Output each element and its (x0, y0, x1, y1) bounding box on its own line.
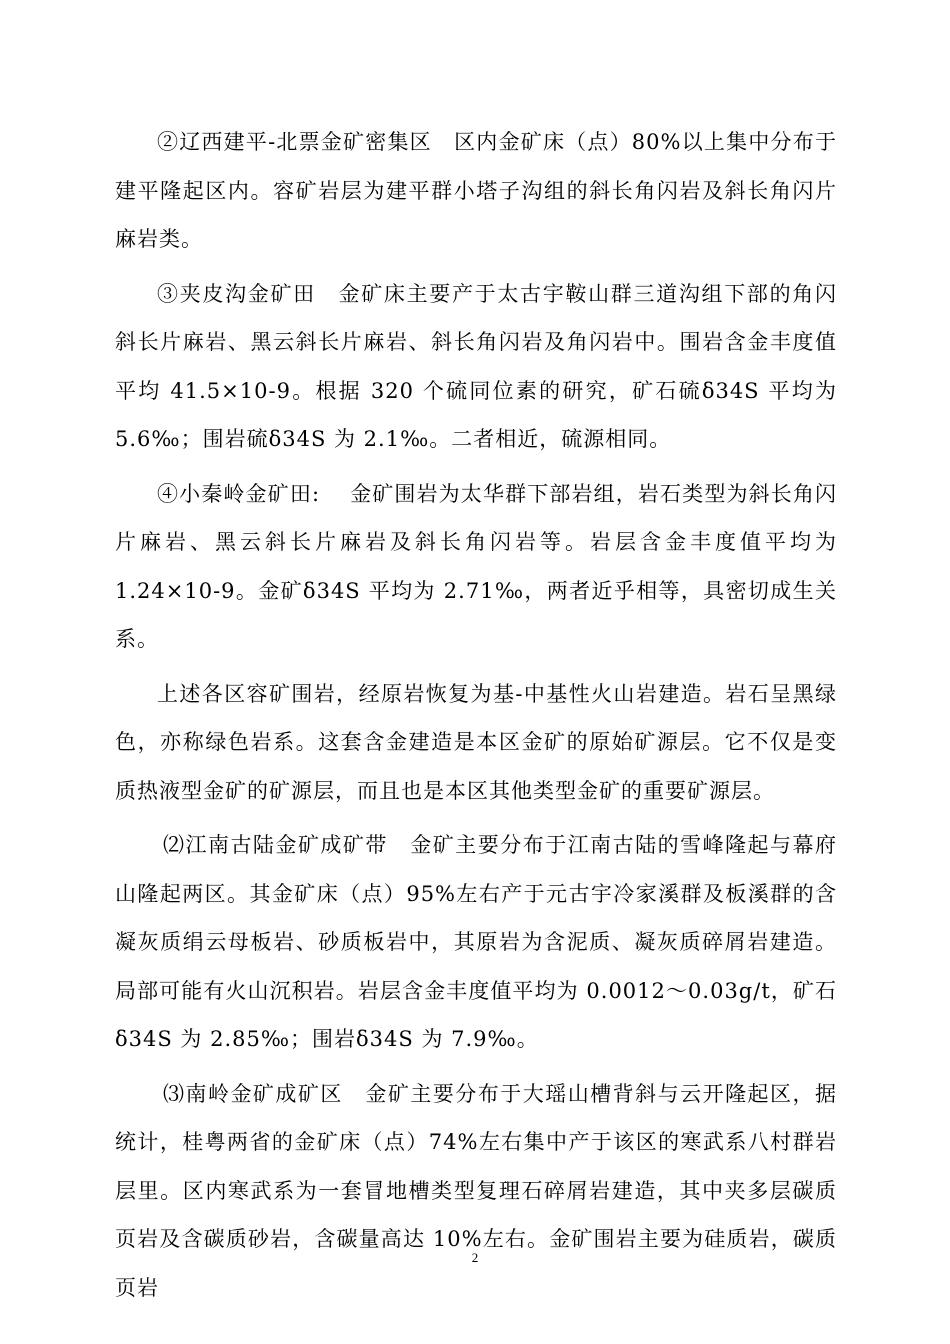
paragraph-summary: 上述各区容矿围岩，经原岩恢复为基-中基性火山岩建造。岩石呈黑绿色，亦称绿色岩系。这套含金建造是本区金矿的原始矿源层。它不仅是变质热液型金矿的矿源层，而且也是本区其他类型金矿的重要矿源层。 (115, 681, 837, 803)
document-body (115, 118, 837, 1318)
paragraph-nanling: ⑶南岭金矿成矿区 金矿主要分布于大瑶山槽背斜与云开隆起区，据统计，桂粤两省的金矿床（点）74%左右集中产于该区的寒武系八村群岩层里。区内寒武系为一套冒地槽类型复理石碎屑岩建造，其中夹多层碳质页岩及含碳质砂岩，含碳量高达 10%左右。金矿围岩主要为硅质岩，碳质页岩 (115, 1081, 837, 1300)
page-number: 2 (471, 1250, 479, 1265)
paragraph-jiangnan: ⑵江南古陆金矿成矿带 金矿主要分布于江南古陆的雪峰隆起与幕府山隆起两区。其金矿床（点）95%左右产于元古宇冷家溪群及板溪群的含凝灰质绢云母板岩、砂质板岩中，其原岩为含泥质、凝灰质碎屑岩建造。局部可能有火山沉积岩。岩层含金丰度值平均为 0.0012～0.03g/t，矿石δ34S 为 2.85‰；围岩δ34S 为 7.9‰。 (115, 833, 837, 1051)
paragraph-liaoxi: ②辽西建平-北票金矿密集区 区内金矿床（点）80%以上集中分布于建平隆起区内。容矿岩层为建平群小塔子沟组的斜长角闪岩及斜长角闪片麻岩类。 (115, 130, 837, 251)
paragraph-jiapigou: ③夹皮沟金矿田 金矿床主要产于太古宇鞍山群三道沟组下部的角闪斜长片麻岩、黑云斜长片麻岩、斜长角闪岩及角闪岩中。围岩含金丰度值平均 41.5×10-9。根据 320 个硫同位素的研究，矿石硫δ34S 平均为 5.6‰；围岩硫δ34S 为 2.1‰。二者相近，硫源相同。 (115, 281, 837, 451)
paragraph-xiaoqinling: ④小秦岭金矿田: 金矿围岩为太华群下部岩组，岩石类型为斜长角闪片麻岩、黑云斜长片麻岩及斜长角闪岩等。岩层含金丰度值平均为 1.24×10-9。金矿δ34S 平均为 2.71‰，两者近乎相等，具密切成生关系。 (115, 481, 837, 651)
